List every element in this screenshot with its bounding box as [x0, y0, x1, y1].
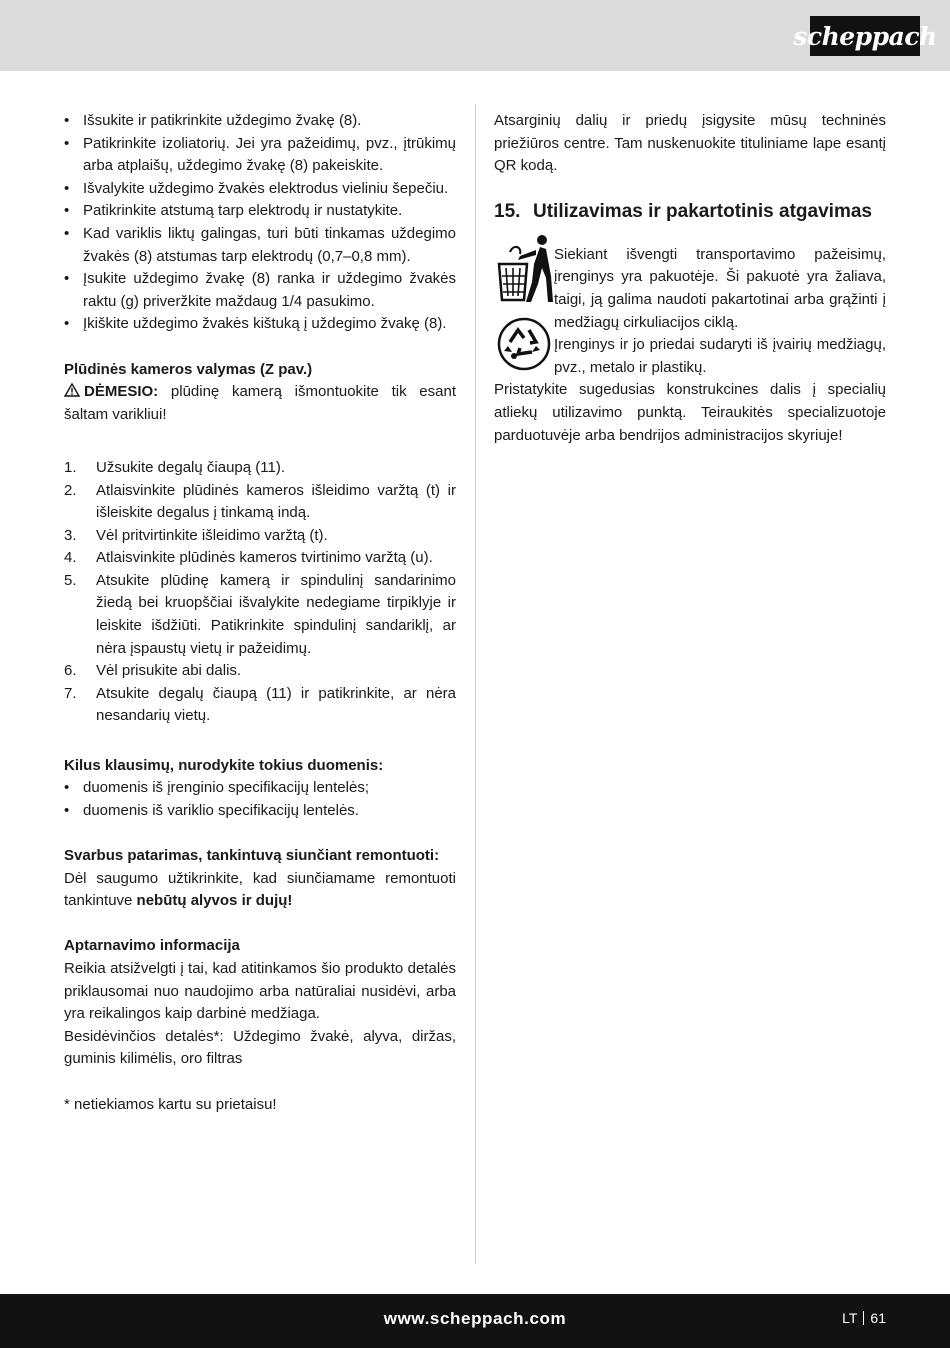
list-item: 3. Vėl pritvirtinkite išleidimo varžtą (t).: [64, 526, 328, 544]
waste-bin-icon: [496, 234, 554, 304]
list-item: • duomenis iš įrenginio specifikacijų lentelės;: [64, 777, 456, 800]
recycling-icon: [496, 316, 552, 372]
questions-heading: Kilus klausimų, nurodykite tokius duomenis:: [64, 756, 384, 774]
list-item: • Patikrinkite atstumą tarp elektrodų ir nustatykite.: [64, 200, 456, 223]
column-divider: [475, 104, 476, 1264]
list-item: 1. Užsukite degalų čiaupą (11).: [64, 458, 285, 476]
list-item: 4. Atlaisvinkite plūdinės kameros tvirtinimo varžtą (u).: [64, 549, 433, 567]
list-item: • duomenis iš variklio specifikacijų lentelės.: [64, 800, 456, 823]
list-item: 6. Vėl prisukite abi dalis.: [64, 662, 242, 680]
wear-parts-paragraph: Besidėvinčios detalės*: Uždegimo žvakė, alyva, diržas, guminis kilimėlis, oro filtras: [64, 1027, 456, 1068]
list-item: 7. Atsukite degalų čiaupą (11) ir patikrinkite, ar nėra nesandarių vietų.: [64, 684, 456, 725]
language-code: LT: [842, 1310, 858, 1326]
brand-logo: scheppach: [810, 16, 920, 56]
website-link[interactable]: www.scheppach.com: [383, 1309, 567, 1328]
tip-text: Dėl saugumo užtikrinkite, kad siunčiamame remontuoti tankintuve nebūtų alyvos ir dujų!: [64, 869, 456, 910]
disposal-icons: [496, 246, 552, 376]
spare-parts-text: Atsarginių dalių ir priedų įsigysite mūsų techninės priežiūros centre. Tam nuskenuokite tituliniame lape esantį QR kodą.: [494, 112, 886, 175]
disposal-block: [494, 244, 886, 447]
warning-triangle-icon: [64, 383, 80, 397]
list-item: • Įsukite uždegimo žvakę (8) ranka ir uždegimo žvakės raktu (g) priveržkite maždaug 1/4 pasukimo.: [64, 268, 456, 313]
section-heading: 15. Utilizavimas ir pakartotinis atgavimas: [494, 200, 872, 222]
spark-plug-steps: [64, 110, 456, 336]
warning-note: DĖMESIO: plūdinę kamerą išmontuokite tik esant šaltam varikliui!: [64, 383, 456, 423]
float-chamber-heading: Plūdinės kameros valymas (Z pav.): [64, 360, 313, 378]
footnote: * netiekiamos kartu su prietaisu!: [64, 1095, 277, 1113]
page-indicator: [842, 1310, 886, 1326]
float-chamber-steps: [64, 457, 456, 728]
list-item: 2. Atlaisvinkite plūdinės kameros išleidimo varžtą (t) ir išleiskite degalus į tinkamą indą.: [64, 481, 456, 522]
list-item: • Išvalykite uždegimo žvakės elektrodus vieliniu šepečiu.: [64, 178, 456, 201]
left-column: [64, 110, 456, 1116]
list-item: • Kad variklis liktų galingas, turi būti tinkamas uždegimo žvakės (8) atstumas tarp elektrodų (0,7–0,8 mm).: [64, 223, 456, 268]
list-item: • Patikrinkite izoliatorių. Jei yra pažeidimų, pvz., įtrūkimų arba atplaišų, uždegimo žvakę (8) pakeiskite.: [64, 133, 456, 178]
footer: [0, 1294, 950, 1348]
disposal-paragraph: Įrenginys ir jo priedai sudaryti iš įvairių medžiagų, pvz., metalo ir plastikų. Pristatykite sugedusias konstrukcines dalis į specialių atliekų utilizavimo punktą. Teiraukitės specializuotoje parduotuvėje arba bendrijos administracijos skyriuje!: [494, 336, 886, 444]
tip-heading: Svarbus patarimas, tankintuvą siunčiant remontuoti:: [64, 847, 440, 864]
questions-list: [64, 777, 456, 822]
list-item: • Įkiškite uždegimo žvakės kištuką į uždegimo žvakę (8).: [64, 313, 456, 336]
packaging-paragraph: Siekiant išvengti transportavimo pažeisimų, įrenginys yra pakuotėje. Ši pakuotė yra žaliava, taigi, ją galima naudoti pakartotinai arba grąžinti į medžiagų cirkuliacijos ciklą.: [554, 245, 886, 331]
service-paragraph: Reikia atsižvelgti į tai, kad atitinkamos šio produkto detalės priklausomai nuo naudojimo arba natūraliai nusidėvi, arba yra reikalingos kaip darbinė medžiaga.: [64, 959, 456, 1023]
service-heading: Aptarnavimo informacija: [64, 937, 240, 955]
list-item: 5. Atsukite plūdinę kamerą ir spindulinį sandarinimo žiedą bei kruopščiai išvalykite nedegiame tirpiklyje ir leiskite išdžiūti. Patikrinkite spindulinį sandariklį, ar nėra įspaustų vietų ir pažeidimų.: [64, 571, 456, 657]
right-column: [494, 110, 886, 447]
list-item: • Išsukite ir patikrinkite uždegimo žvakę (8).: [64, 110, 456, 133]
page-number: 61: [870, 1310, 886, 1326]
